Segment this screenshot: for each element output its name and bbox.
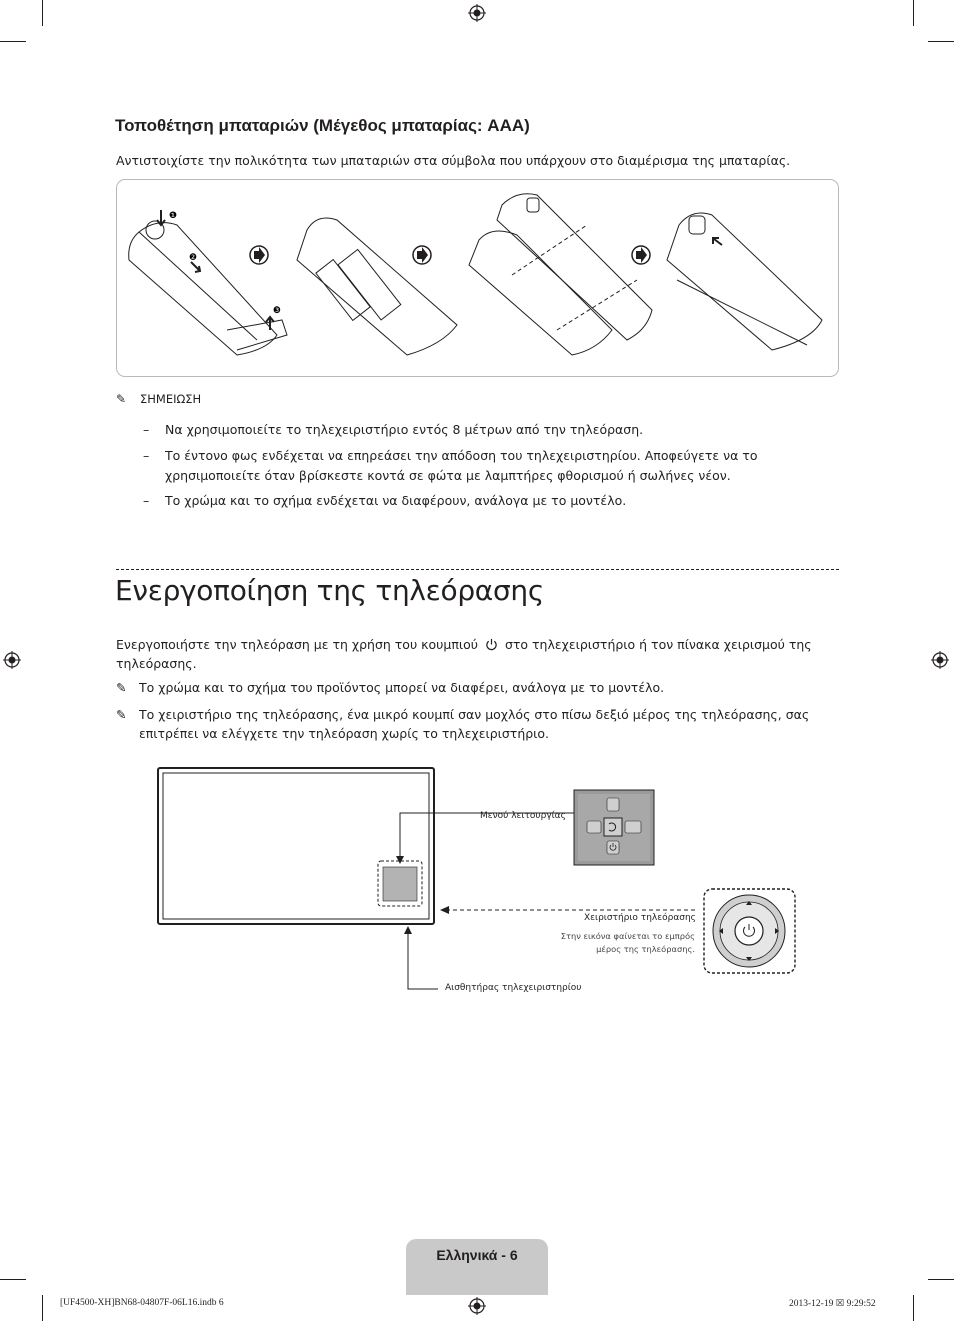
registration-mark-icon [3, 651, 21, 669]
crop-mark [42, 0, 43, 26]
crop-mark [913, 1295, 914, 1321]
power-heading: Ενεργοποίηση της τηλεόρασης [115, 574, 544, 607]
step-2-marker: ❷ [189, 253, 198, 263]
tv-controller-location [383, 867, 417, 901]
pencil-note-icon: ✎ [116, 680, 127, 695]
caption-line: Στην εικόνα φαίνεται το εμπρός [560, 931, 695, 941]
battery-heading: Τοποθέτηση μπαταριών (Μέγεθος μπαταρίας: AAA) [115, 116, 530, 135]
menu-source-icon [587, 821, 601, 833]
menu-power-icon [607, 841, 619, 854]
next-step-arrow-icon [413, 246, 431, 264]
crop-mark [42, 1295, 43, 1321]
power-intro-after: στο τηλεχειριστήριο ή τον πίνακα χειρισμού της τηλεόρασης. [116, 637, 812, 671]
step-3-marker: ❸ [273, 306, 282, 316]
power-intro [116, 635, 816, 673]
caption-line: μέρος της τηλεόρασης. [596, 944, 695, 954]
battery-intro: Αντιστοιχίστε την πολικότητα των μπαταριών στα σύμβολα που υπάρχουν στο διαμέρισμα της μπαταρίας. [116, 153, 791, 168]
battery-illustration-panel [116, 179, 839, 377]
remote-sensor-label: Αισθητήρας τηλεχειριστηρίου [445, 983, 582, 993]
power-note-text: Το χρώμα και το σχήμα του προϊόντος μπορεί να διαφέρει, ανάλογα με το μοντέλο. [139, 680, 665, 695]
menu-return-icon [604, 818, 622, 836]
crop-mark [0, 1279, 26, 1280]
next-step-arrow-icon [632, 246, 650, 264]
tv-controller-label: Χειριστήριο τηλεόρασης [584, 913, 696, 923]
step-1-marker: ❶ [169, 211, 178, 221]
function-menu-label: Μενού λειτουργίας [480, 811, 566, 821]
pencil-note-icon: ✎ [116, 707, 127, 722]
power-icon [485, 638, 498, 651]
note-header [116, 392, 201, 406]
menu-cube-icon [607, 798, 619, 811]
battery-install-illustration [117, 180, 838, 376]
tv-control-diagram [150, 760, 810, 1010]
print-timestamp: 2013-12-19 ☒ 9:29:52 [789, 1299, 876, 1309]
page-label: Ελληνικά - 6 [436, 1247, 518, 1263]
note-label: ΣΗΜΕΙΩΣΗ [140, 392, 202, 406]
section-divider [116, 569, 839, 570]
menu-input-icon [625, 821, 641, 833]
note-item-text: Να χρησιμοποιείτε το τηλεχειριστήριο εντός 8 μέτρων από την τηλεόραση. [165, 422, 644, 437]
note-item-text: Το χρώμα και το σχήμα ενδέχεται να διαφέρουν, ανάλογα με το μοντέλο. [165, 493, 627, 508]
file-slug: [UF4500-XH]BN68-04807F-06L16.indb 6 [60, 1298, 224, 1308]
registration-mark-icon [468, 1297, 486, 1315]
tv-controller-power-button [735, 917, 763, 945]
note-item-text: Το έντονο φως ενδέχεται να επηρεάσει την απόδοση του τηλεχειριστηρίου. Αποφεύγετε να το χρησιμοποιείτε όταν βρίσκεστε κοντά σε φώτα με λαμπτήρες φθορισμού ή σωλήνες νέον. [165, 448, 758, 483]
crop-mark [0, 41, 26, 42]
registration-mark-icon [931, 651, 949, 669]
pencil-note-icon: ✎ [116, 392, 127, 406]
tv-controller-caption [540, 930, 695, 956]
crop-mark [928, 1279, 954, 1280]
page-number-tab [406, 1239, 548, 1295]
next-step-arrow-icon [250, 246, 268, 264]
crop-mark [928, 41, 954, 42]
power-note-text: Το χειριστήριο της τηλεόρασης, ένα μικρό κουμπί σαν μοχλός στο πίσω δεξιό μέρος της τηλεόρασης, σας επιτρέπει να ελέγχετε την τηλεόραση χωρίς το τηλεχειριστήριο. [139, 707, 810, 741]
crop-mark [913, 0, 914, 26]
registration-mark-icon [468, 4, 486, 22]
power-intro-before: Ενεργοποιήστε την τηλεόραση με τη χρήση του κουμπιού [116, 637, 478, 652]
